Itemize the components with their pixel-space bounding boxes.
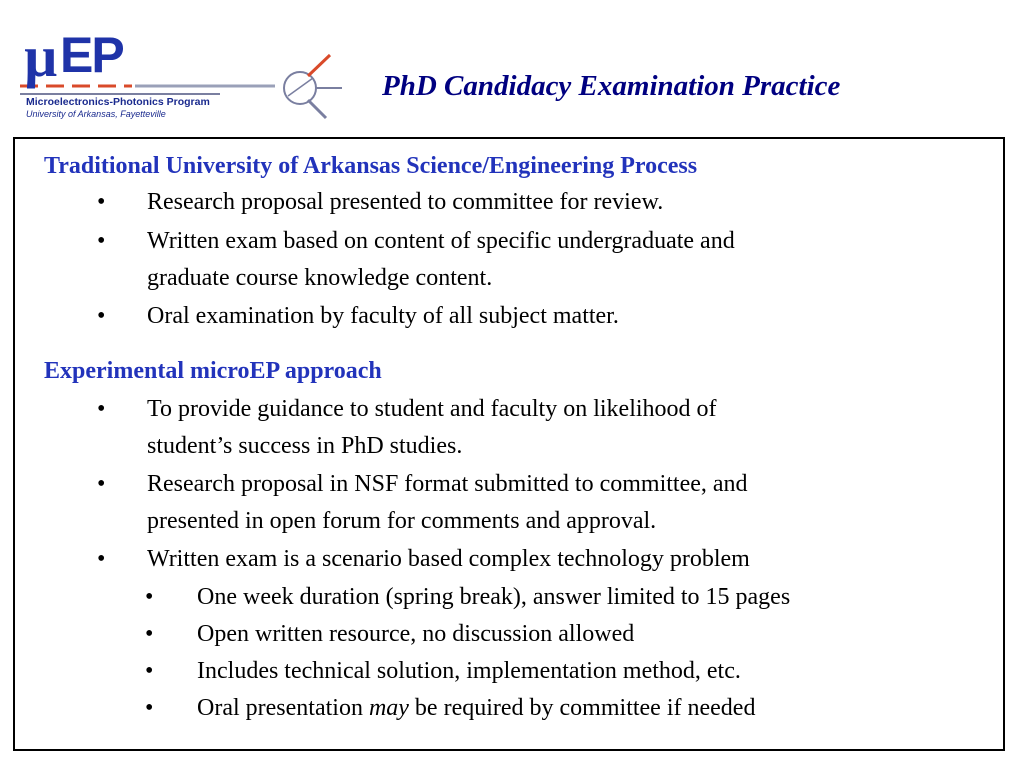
list-item-text: presented in open forum for comments and approval. xyxy=(147,508,657,534)
bullet-icon: • xyxy=(97,228,106,254)
list-item-text: Oral examination by faculty of all subject matter. xyxy=(147,303,619,329)
logo-ep: EP xyxy=(60,27,123,83)
list-item-text: To provide guidance to student and faculty on likelihood of xyxy=(147,396,717,422)
program-university: University of Arkansas, Fayetteville xyxy=(26,109,166,119)
list-item-text: Open written resource, no discussion allowed xyxy=(197,621,635,647)
bullet-icon: • xyxy=(97,471,106,497)
bullet-icon: • xyxy=(145,584,154,610)
list-item-text: Includes technical solution, implementation method, etc. xyxy=(197,658,741,684)
text-after-emphasis: be required by committee if needed xyxy=(408,695,756,721)
list-item-text: One week duration (spring break), answer limited to 15 pages xyxy=(197,584,791,610)
bullet-icon: • xyxy=(145,621,154,647)
bullet-icon: • xyxy=(145,695,154,721)
list-item-text: graduate course knowledge content. xyxy=(147,265,493,291)
list-item-text: Written exam based on content of specific undergraduate and xyxy=(147,228,735,254)
section-heading-traditional: Traditional University of Arkansas Science/Engineering Process xyxy=(44,153,698,179)
bullet-icon: • xyxy=(97,396,106,422)
microep-logo xyxy=(20,18,350,128)
list-item-text: student’s success in PhD studies. xyxy=(147,433,463,459)
text-before-emphasis: Oral presentation xyxy=(197,695,369,721)
bullet-icon: • xyxy=(97,189,106,215)
bullet-icon: • xyxy=(97,546,106,572)
list-item-text xyxy=(197,690,755,727)
bullet-icon: • xyxy=(145,658,154,684)
section-heading-experimental: Experimental microEP approach xyxy=(44,358,382,384)
slide-title: PhD Candidacy Examination Practice xyxy=(382,70,841,102)
program-name: Microelectronics-Photonics Program xyxy=(26,96,210,108)
list-item-text: Research proposal presented to committee for review. xyxy=(147,189,664,215)
bullet-icon: • xyxy=(97,303,106,329)
logo-mu: µ xyxy=(24,24,58,89)
list-item-text: Written exam is a scenario based complex technology problem xyxy=(147,546,750,572)
content-box xyxy=(13,137,1005,751)
emphasis-may: may xyxy=(368,695,409,721)
list-item-text: Research proposal in NSF format submitted to committee, and xyxy=(147,471,748,497)
